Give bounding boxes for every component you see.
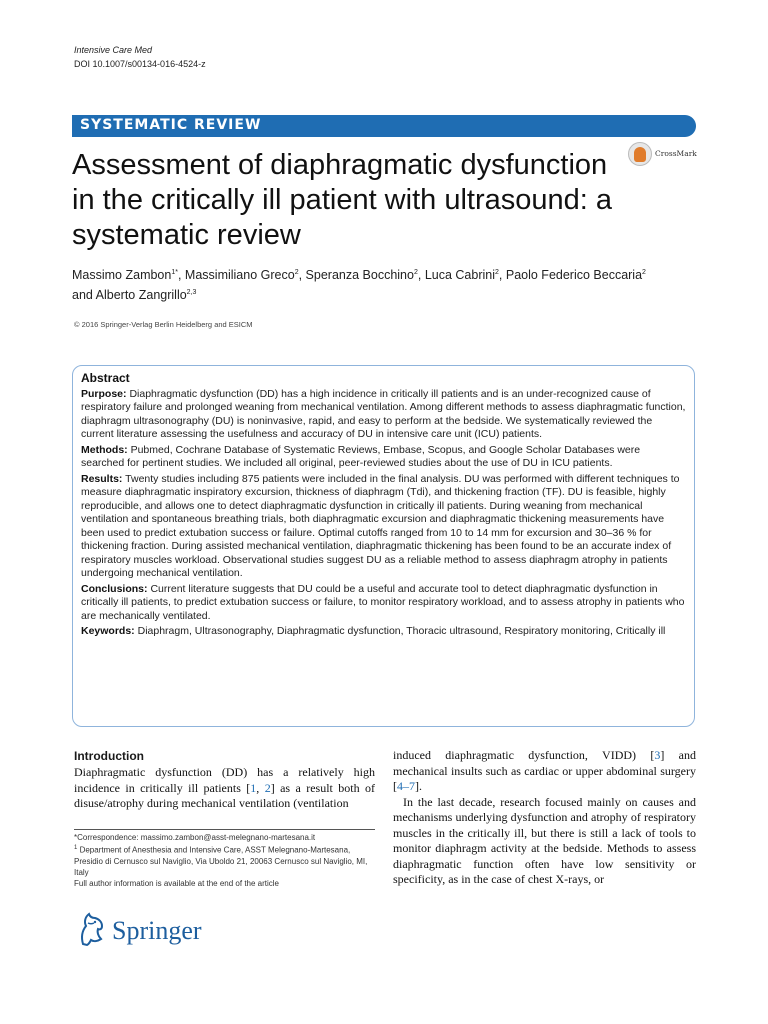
correspondence-email[interactable]: massimo.zambon@asst-melegnano-martesana.it <box>140 833 316 842</box>
abstract-methods <box>81 444 686 471</box>
footnote-divider <box>74 829 375 830</box>
author-affiliation: 2 <box>294 269 299 276</box>
intro-text: Diaphragmatic dysfunction (DD) has a relatively high incidence in critically ill patients [ <box>74 765 375 795</box>
authors-joiner: and <box>72 288 93 303</box>
author-name[interactable]: Paolo Federico Beccaria <box>505 268 643 283</box>
author-name[interactable]: Massimo Zambon <box>72 268 172 283</box>
intro-paragraph: In the last decade, research focused mainly on causes and mechanisms underlying dysfunction and atrophy of respiratory muscles in the critically ill, but there is still a lack of tools to monitor diaphragm activity at the bedside. Methods to assess diaphragmatic function often have low sensitivity or specificity, as in the case of chest X-rays, or <box>393 794 696 886</box>
author-affiliation: 2 <box>495 269 499 276</box>
intro-text: ] and mechanical insults such as cardiac or upper abdominal surgery [ <box>393 748 696 793</box>
article-type-banner <box>72 115 696 137</box>
author-affiliation: 2,3 <box>186 289 197 297</box>
citation-link[interactable]: 3 <box>654 748 661 762</box>
author-name[interactable]: Alberto Zangrillo <box>95 288 187 303</box>
article-type-label: SYSTEMATIC REVIEW <box>80 117 262 133</box>
intro-text: induced diaphragmatic dysfunction, VIDD) [ <box>393 748 655 762</box>
correspondence-label: *Correspondence: <box>74 833 139 842</box>
doi[interactable]: DOI 10.1007/s00134-016-4524-z <box>74 59 206 69</box>
affiliation-text: Department of Anesthesia and Intensive Care, ASST Melegnano-Martesana, Presidio di Cernusco sul Naviglio, Via Uboldo 21, 20063 Cernusco sul Naviglio, MI, Italy <box>74 845 368 877</box>
intro-right-column <box>393 748 696 888</box>
author-affiliation: 2 <box>413 269 418 276</box>
abstract-results <box>81 473 686 581</box>
crossmark-label: CrossMark <box>655 149 697 158</box>
methods-text: Pubmed, Cochrane Database of Systematic Reviews, Embase, Scopus, and Google Scholar Databases were searched for pertinent studies. We included all original, peer-reviewed studies about the use of DU in ICU patients. <box>81 443 641 469</box>
publisher-name: Springer <box>112 916 202 945</box>
crossmark-icon <box>628 142 652 166</box>
author-affiliation: 2 <box>642 269 646 276</box>
intro-text: ] as a result both of disuse/atrophy during mechanical ventilation (ventilation <box>74 780 375 810</box>
introduction-heading: Introduction <box>74 749 144 763</box>
intro-left-column <box>74 765 375 812</box>
abstract-box <box>72 365 695 727</box>
abstract-heading: Abstract <box>81 371 130 385</box>
springer-logo <box>74 909 234 949</box>
intro-text: ]. <box>415 779 422 793</box>
author-name[interactable]: Luca Cabrini <box>424 268 495 283</box>
abstract-conclusions <box>81 583 686 624</box>
abstract-purpose <box>81 388 686 442</box>
author-list: Massimo Zambon$^{1*}$, Massimiliano Greco$^2$, Speranza Bocchino$^2$, Luca Cabrini$^2$, Paolo Federico Beccaria$^2$ and Alberto Zangrillo$^{2,3}$ <box>72 268 646 303</box>
journal-name: Intensive Care Med <box>74 45 153 55</box>
author-name[interactable]: Massimiliano Greco <box>184 268 295 283</box>
results-text: Twenty studies including 875 patients were included in the final analysis. DU was performed with different techniques to measure diaphragmatic inspiratory excursion, thickness of diaphragm (Tdi), and thickening fraction (TF). DU is feasible, highly reproducible, and allows one to detect diaphragmatic dysfunction in critically ill patients. During weaning from mechanical ventilation and spontaneous breathing trials, both diaphragmatic excursion and diaphragmatic thickening measurements have been used to predict extubation success or failure. Optimal cutoffs ranged from 10 to 14 mm for excursion and 30–36 % for thickening fraction. During assisted mechanical ventilation, diaphragmatic thickening has been found to be an accurate index of respiratory muscles workload. Observational studies suggest DU as a reliable method to assess diaphragm atrophy in patients undergoing mechanical ventilation. <box>81 472 680 579</box>
results-label: Results: <box>81 472 123 485</box>
keywords-label: Keywords: <box>81 625 135 637</box>
citation-link[interactable]: 1 <box>250 780 257 795</box>
article-title: Assessment of diaphragmatic dysfunction in the critically ill patient with ultrasound: a systematic review <box>72 149 612 251</box>
crossmark-badge[interactable] <box>628 142 698 168</box>
springer-horse-icon <box>74 911 108 947</box>
methods-label: Methods: <box>81 443 128 456</box>
intro-paragraph <box>393 748 696 795</box>
conclusions-text: Current literature suggests that DU could be a useful and accurate tool to detect diaphragmatic dysfunction in critically ill patients, to predict extubation success or failure, to monitor respiratory workload, and to assess atrophy in patients who are mechanically ventilated. <box>81 582 685 622</box>
conclusions-label: Conclusions: <box>81 582 148 595</box>
purpose-text: Diaphragmatic dysfunction (DD) has a high incidence in critically ill patients and is an under-recognized cause of respiratory failure and prolonged weaning from mechanical ventilation. Among different methods to assess diaphragmatic function, diaphragm ultrasonography (DU) is noninvasive, rapid, and easy to perform at the bedside. We systematically reviewed the current literature assessing the usefulness and accuracy of DU in intensive care unit (ICU) patients. <box>81 387 686 440</box>
copyright-notice: © 2016 Springer-Verlag Berlin Heidelberg and ESICM <box>74 320 253 329</box>
author-name[interactable]: Speranza Bocchino <box>305 268 414 283</box>
abstract-keywords <box>81 625 686 639</box>
affiliation-number: 1 <box>74 845 78 851</box>
intro-text: , <box>256 780 265 795</box>
author-affiliation: 1* <box>171 269 178 276</box>
footnote <box>74 832 375 889</box>
keywords-text: Diaphragm, Ultrasonography, Diaphragmatic dysfunction, Thoracic ultrasound, Respiratory monitoring, Critically ill <box>137 625 666 637</box>
citation-link[interactable]: 4–7 <box>397 779 415 793</box>
purpose-label: Purpose: <box>81 387 127 400</box>
full-author-info: Full author information is available at the end of the article <box>74 878 280 888</box>
journal-meta <box>74 43 206 71</box>
citation-link[interactable]: 2 <box>264 780 271 795</box>
